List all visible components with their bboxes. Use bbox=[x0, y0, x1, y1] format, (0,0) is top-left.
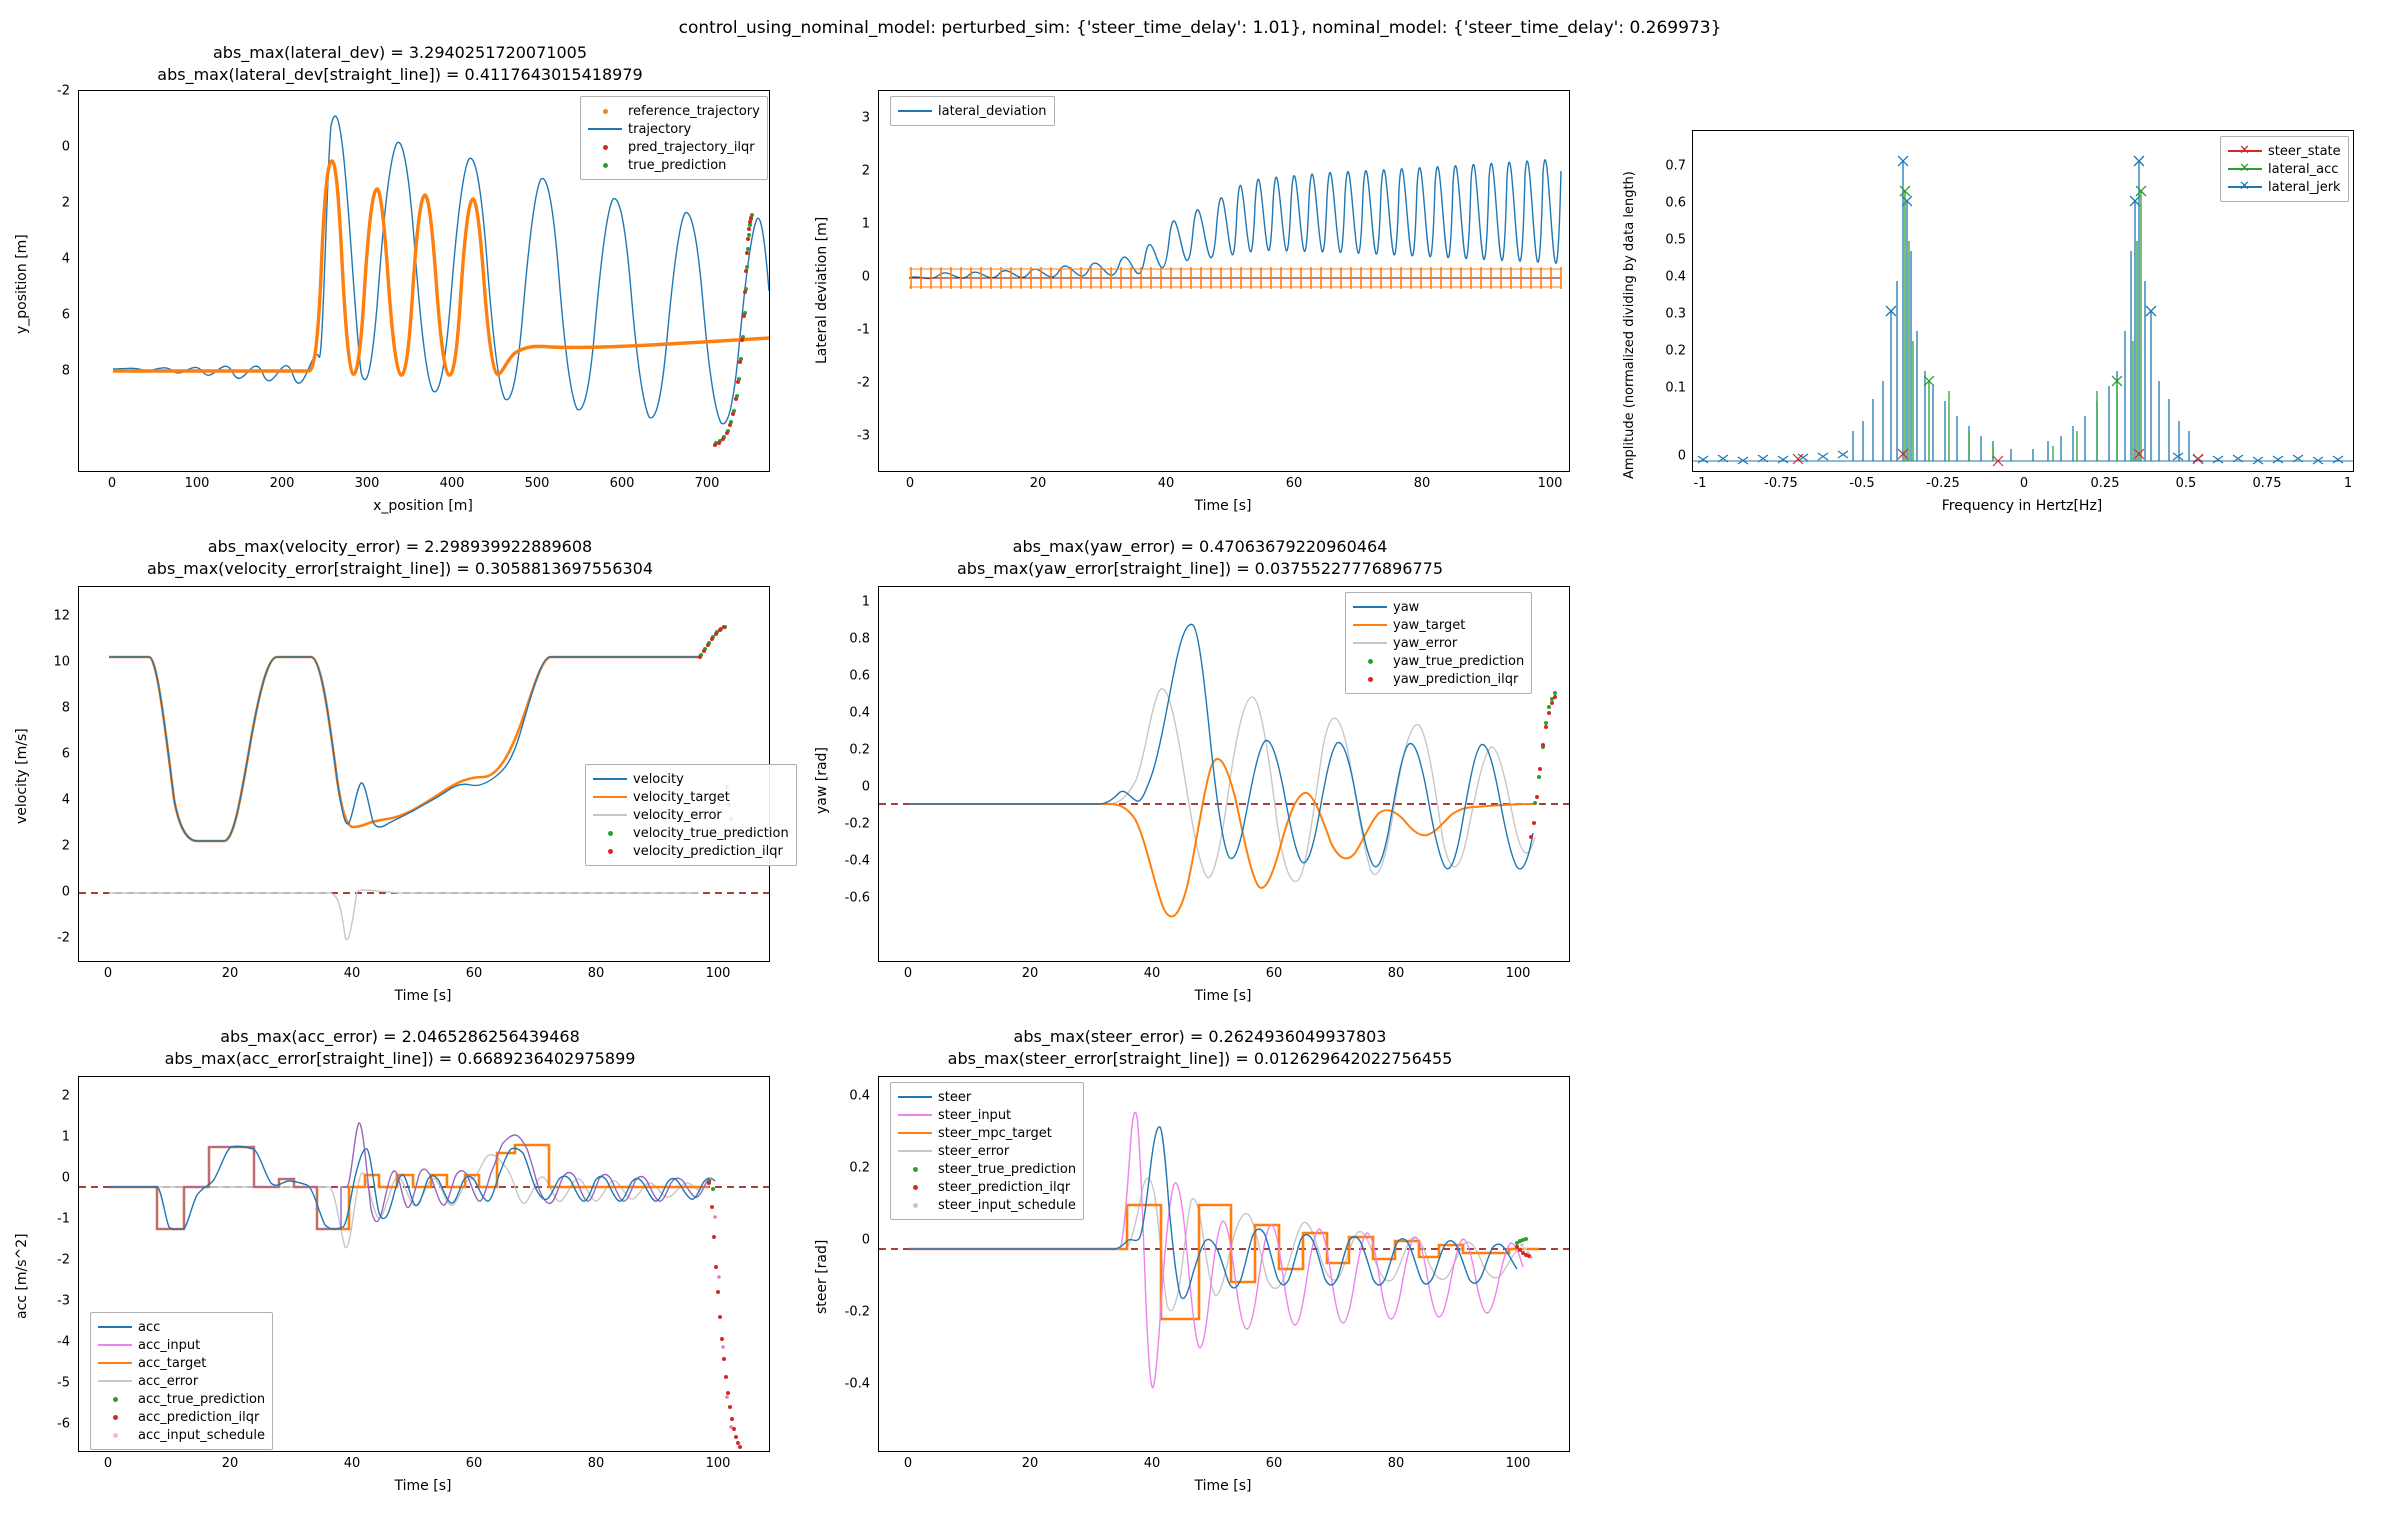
legend-label: acc_error bbox=[138, 1373, 199, 1389]
xtick: 0 bbox=[103, 966, 113, 981]
lateral-jerk-swatch-icon: ✕ bbox=[2228, 181, 2262, 193]
xtick: 80 bbox=[587, 1456, 605, 1471]
acc-error-swatch-icon bbox=[98, 1375, 132, 1387]
velocity-swatch-icon bbox=[593, 773, 627, 785]
ytick: 2 bbox=[61, 195, 70, 211]
velocity-prediction-ilqr-swatch-icon bbox=[593, 845, 627, 857]
legend-item bbox=[898, 1178, 1076, 1196]
legend-item bbox=[98, 1318, 265, 1336]
legend-item bbox=[98, 1408, 265, 1426]
acc-input-swatch-icon bbox=[98, 1339, 132, 1351]
panel-frequency-xlabel: Frequency in Hertz[Hz] bbox=[1941, 498, 2103, 514]
xtick: 0.25 bbox=[2090, 476, 2120, 491]
legend-item bbox=[1353, 652, 1524, 670]
acc-true-prediction-swatch-icon bbox=[98, 1393, 132, 1405]
steer-input-schedule-swatch-icon bbox=[898, 1199, 932, 1211]
ytick: 12 bbox=[53, 608, 70, 624]
ytick: -1 bbox=[57, 1211, 70, 1227]
ytick: 1 bbox=[861, 594, 870, 610]
legend-item bbox=[2228, 142, 2341, 160]
legend-label: yaw_true_prediction bbox=[1393, 653, 1525, 669]
ytick: 0.1 bbox=[1665, 380, 1686, 396]
ytick: -1 bbox=[857, 322, 870, 338]
xtick: 0.75 bbox=[2252, 476, 2282, 491]
legend-label: trajectory bbox=[628, 121, 692, 137]
legend-label: lateral_jerk bbox=[2268, 179, 2341, 195]
xtick: 0 bbox=[103, 1456, 113, 1471]
legend-item bbox=[593, 770, 789, 788]
ytick: -0.4 bbox=[844, 853, 870, 869]
panel-acc-title-line2: abs_max(acc_error[straight_line]) = 0.6689236402975899 bbox=[164, 1049, 636, 1068]
ytick: 2 bbox=[61, 1088, 70, 1104]
panel-lateral-deviation-legend[interactable] bbox=[890, 96, 1055, 126]
legend-item bbox=[898, 1124, 1076, 1142]
steer-input-swatch-icon bbox=[898, 1109, 932, 1121]
legend-label: acc bbox=[138, 1319, 161, 1335]
legend-item bbox=[898, 1196, 1076, 1214]
ytick: 2 bbox=[61, 838, 70, 854]
panel-steer-xlabel: Time [s] bbox=[1194, 1478, 1252, 1494]
xtick: 60 bbox=[465, 1456, 483, 1471]
xtick: 40 bbox=[1143, 1456, 1161, 1471]
legend-item bbox=[593, 824, 789, 842]
ytick: 0.2 bbox=[1665, 343, 1686, 359]
legend-item bbox=[2228, 178, 2341, 196]
legend-label: yaw_prediction_ilqr bbox=[1393, 671, 1519, 687]
xtick: 200 bbox=[269, 476, 295, 491]
legend-item bbox=[98, 1336, 265, 1354]
legend-label: steer_true_prediction bbox=[938, 1161, 1077, 1177]
ytick: 0.5 bbox=[1665, 232, 1686, 248]
legend-label: lateral_deviation bbox=[938, 103, 1047, 119]
legend-item bbox=[593, 788, 789, 806]
panel-trajectory bbox=[0, 44, 800, 534]
xtick: 400 bbox=[439, 476, 465, 491]
panel-acc-xlabel: Time [s] bbox=[394, 1478, 452, 1494]
ytick: -2 bbox=[57, 1252, 70, 1268]
xtick: 20 bbox=[1029, 476, 1047, 491]
xtick: 700 bbox=[694, 476, 720, 491]
ytick: 0 bbox=[61, 139, 70, 155]
panel-velocity-xlabel: Time [s] bbox=[394, 988, 452, 1004]
acc-target-swatch-icon bbox=[98, 1357, 132, 1369]
ytick: 10 bbox=[53, 654, 70, 670]
legend-item bbox=[898, 1142, 1076, 1160]
xtick: 1 bbox=[2343, 476, 2353, 491]
legend-label: steer_state bbox=[2268, 143, 2341, 159]
xtick: 0 bbox=[107, 476, 117, 491]
ytick: 8 bbox=[61, 363, 70, 379]
panel-lateral-deviation-ylabel: Lateral deviation [m] bbox=[814, 216, 830, 364]
ytick: 0 bbox=[861, 269, 870, 285]
xtick: 80 bbox=[1387, 1456, 1405, 1471]
ytick: 0.2 bbox=[849, 1160, 870, 1176]
ytick: 4 bbox=[61, 251, 70, 267]
panel-trajectory-ylabel: y_position [m] bbox=[14, 234, 30, 334]
panel-acc bbox=[0, 1024, 800, 1514]
legend-label: steer_error bbox=[938, 1143, 1010, 1159]
velocity-target-swatch-icon bbox=[593, 791, 627, 803]
trajectory-swatch-icon bbox=[588, 123, 622, 135]
panel-yaw-xlabel: Time [s] bbox=[1194, 988, 1252, 1004]
legend-label: yaw_error bbox=[1393, 635, 1458, 651]
legend-label: steer_input_schedule bbox=[938, 1197, 1076, 1213]
ytick: 1 bbox=[861, 216, 870, 232]
legend-item bbox=[1353, 616, 1524, 634]
legend-label: steer bbox=[938, 1089, 972, 1105]
ytick: 0.2 bbox=[849, 742, 870, 758]
ytick: -2 bbox=[857, 375, 870, 391]
legend-item bbox=[98, 1354, 265, 1372]
yaw-true-prediction-swatch-icon bbox=[1353, 655, 1387, 667]
legend-item bbox=[1353, 634, 1524, 652]
panel-acc-legend[interactable] bbox=[90, 1312, 273, 1450]
xtick: -1 bbox=[1693, 476, 1707, 491]
panel-trajectory-legend[interactable] bbox=[580, 96, 768, 180]
xtick: 60 bbox=[1265, 966, 1283, 981]
xtick: 0 bbox=[2019, 476, 2029, 491]
legend-label: steer_prediction_ilqr bbox=[938, 1179, 1071, 1195]
velocity-error-swatch-icon bbox=[593, 809, 627, 821]
acc-input-schedule-swatch-icon bbox=[98, 1429, 132, 1441]
ytick: -2 bbox=[57, 930, 70, 946]
xtick: 100 bbox=[705, 1456, 731, 1471]
ytick: 3 bbox=[861, 110, 870, 126]
panel-yaw-ylabel: yaw [rad] bbox=[814, 747, 830, 814]
xtick: 500 bbox=[524, 476, 550, 491]
panel-lateral-deviation-xlabel: Time [s] bbox=[1194, 498, 1252, 514]
xtick: 20 bbox=[1021, 966, 1039, 981]
subplot-grid bbox=[0, 44, 2400, 1500]
ytick: -2 bbox=[57, 83, 70, 99]
ytick: 0.4 bbox=[1665, 269, 1686, 285]
ytick: -0.2 bbox=[844, 816, 870, 832]
steer-true-prediction-swatch-icon bbox=[898, 1163, 932, 1175]
legend-item bbox=[98, 1426, 265, 1444]
panel-trajectory-title-line2: abs_max(lateral_dev[straight_line]) = 0.4117643015418979 bbox=[157, 65, 643, 84]
ytick: 0 bbox=[61, 884, 70, 900]
legend-item bbox=[2228, 160, 2341, 178]
ytick: -6 bbox=[57, 1416, 70, 1432]
xtick: 80 bbox=[1387, 966, 1405, 981]
xtick: 0 bbox=[903, 1456, 913, 1471]
legend-item bbox=[588, 120, 760, 138]
ytick: -0.2 bbox=[844, 1304, 870, 1320]
panel-steer bbox=[800, 1024, 1600, 1514]
lateral-deviation-swatch-icon bbox=[898, 105, 932, 117]
ytick: 6 bbox=[61, 746, 70, 762]
panel-acc-ylabel: acc [m/s^2] bbox=[14, 1233, 30, 1319]
panel-velocity-title-line2: abs_max(velocity_error[straight_line]) = 0.3058813697556304 bbox=[147, 559, 653, 578]
xtick: -0.25 bbox=[1926, 476, 1960, 491]
yaw-prediction-ilqr-swatch-icon bbox=[1353, 673, 1387, 685]
xtick: 40 bbox=[343, 1456, 361, 1471]
panel-lateral-deviation-axes bbox=[878, 90, 1570, 472]
acc-swatch-icon bbox=[98, 1321, 132, 1333]
ytick: 0.6 bbox=[849, 668, 870, 684]
panel-velocity-ylabel: velocity [m/s] bbox=[14, 728, 30, 824]
xtick: 40 bbox=[343, 966, 361, 981]
ytick: 1 bbox=[61, 1129, 70, 1145]
ytick: 0.6 bbox=[1665, 195, 1686, 211]
legend-label: true_prediction bbox=[628, 157, 727, 173]
xtick: 100 bbox=[705, 966, 731, 981]
xtick: 100 bbox=[1505, 1456, 1531, 1471]
panel-yaw-legend[interactable] bbox=[1345, 592, 1532, 694]
steer-prediction-ilqr-swatch-icon bbox=[898, 1181, 932, 1193]
lateral-acc-swatch-icon: ✕ bbox=[2228, 163, 2262, 175]
xtick: 600 bbox=[609, 476, 635, 491]
reference-trajectory-swatch-icon bbox=[588, 105, 622, 117]
panel-steer-legend[interactable] bbox=[890, 1082, 1084, 1220]
steer-error-swatch-icon bbox=[898, 1145, 932, 1157]
steer-mpc-target-swatch-icon bbox=[898, 1127, 932, 1139]
ytick: -0.6 bbox=[844, 890, 870, 906]
legend-label: velocity_true_prediction bbox=[633, 825, 789, 841]
legend-label: pred_trajectory_ilqr bbox=[628, 139, 755, 155]
legend-label: acc_true_prediction bbox=[138, 1391, 266, 1407]
true-prediction-swatch-icon bbox=[588, 159, 622, 171]
figure-suptitle: control_using_nominal_model: perturbed_sim: {'steer_time_delay': 1.01}, nominal_model: {'steer_time_delay': 0.269973} bbox=[678, 18, 1722, 38]
xtick: 40 bbox=[1143, 966, 1161, 981]
legend-item bbox=[898, 1106, 1076, 1124]
xtick: 20 bbox=[1021, 1456, 1039, 1471]
panel-frequency bbox=[1600, 44, 2400, 534]
panel-steer-ylabel: steer [rad] bbox=[814, 1239, 830, 1314]
ytick: 0.8 bbox=[849, 631, 870, 647]
xtick: 60 bbox=[465, 966, 483, 981]
xtick: 20 bbox=[221, 1456, 239, 1471]
ytick: 0.4 bbox=[849, 1088, 870, 1104]
legend-label: acc_prediction_ilqr bbox=[138, 1409, 260, 1425]
legend-item bbox=[588, 138, 760, 156]
ytick: 0.7 bbox=[1665, 158, 1686, 174]
xtick: 20 bbox=[221, 966, 239, 981]
xtick: 40 bbox=[1157, 476, 1175, 491]
ytick: 0 bbox=[61, 1170, 70, 1186]
xtick: 0 bbox=[905, 476, 915, 491]
ytick: 6 bbox=[61, 307, 70, 323]
legend-label: steer_mpc_target bbox=[938, 1125, 1052, 1141]
ytick: -5 bbox=[57, 1375, 70, 1391]
legend-label: velocity_prediction_ilqr bbox=[633, 843, 783, 859]
xtick: 100 bbox=[1505, 966, 1531, 981]
legend-label: acc_input_schedule bbox=[138, 1427, 265, 1443]
ytick: 2 bbox=[861, 163, 870, 179]
xtick: 60 bbox=[1265, 1456, 1283, 1471]
yaw-target-swatch-icon bbox=[1353, 619, 1387, 631]
velocity-true-prediction-swatch-icon bbox=[593, 827, 627, 839]
acc-prediction-ilqr-swatch-icon bbox=[98, 1411, 132, 1423]
legend-label: acc_target bbox=[138, 1355, 207, 1371]
ytick: -3 bbox=[57, 1293, 70, 1309]
xtick: 0 bbox=[903, 966, 913, 981]
panel-velocity bbox=[0, 534, 800, 1024]
ytick: 4 bbox=[61, 792, 70, 808]
panel-yaw bbox=[800, 534, 1600, 1024]
xtick: 80 bbox=[587, 966, 605, 981]
panel-steer-title-line2: abs_max(steer_error[straight_line]) = 0.012629642022756455 bbox=[947, 1049, 1453, 1068]
ytick: 0 bbox=[861, 1232, 870, 1248]
panel-velocity-legend[interactable] bbox=[585, 764, 797, 866]
legend-item bbox=[1353, 598, 1524, 616]
ytick: 0 bbox=[861, 779, 870, 795]
legend-label: steer_input bbox=[938, 1107, 1012, 1123]
ytick: 0 bbox=[1677, 448, 1686, 464]
ytick: -3 bbox=[857, 428, 870, 444]
legend-label: lateral_acc bbox=[2268, 161, 2339, 177]
legend-item bbox=[593, 806, 789, 824]
legend-label: yaw bbox=[1393, 599, 1420, 615]
legend-item bbox=[593, 842, 789, 860]
legend-item bbox=[898, 102, 1047, 120]
xtick: 80 bbox=[1413, 476, 1431, 491]
panel-acc-title-line1: abs_max(acc_error) = 2.0465286256439468 bbox=[220, 1027, 580, 1046]
xtick: 60 bbox=[1285, 476, 1303, 491]
legend-item bbox=[1353, 670, 1524, 688]
legend-item bbox=[898, 1160, 1076, 1178]
panel-velocity-title-line1: abs_max(velocity_error) = 2.298939922889608 bbox=[207, 537, 593, 556]
ytick: -0.4 bbox=[844, 1376, 870, 1392]
legend-label: velocity_target bbox=[633, 789, 730, 805]
ytick: 8 bbox=[61, 700, 70, 716]
yaw-swatch-icon bbox=[1353, 601, 1387, 613]
yaw-error-swatch-icon bbox=[1353, 637, 1387, 649]
panel-lateral-deviation bbox=[800, 44, 1600, 534]
legend-label: yaw_target bbox=[1393, 617, 1466, 633]
legend-item bbox=[898, 1088, 1076, 1106]
xtick: 0.5 bbox=[2175, 476, 2197, 491]
legend-item bbox=[588, 102, 760, 120]
panel-trajectory-title-line1: abs_max(lateral_dev) = 3.2940251720071005 bbox=[212, 43, 588, 62]
panel-steer-title-line1: abs_max(steer_error) = 0.2624936049937803 bbox=[1013, 1027, 1387, 1046]
legend-item bbox=[588, 156, 760, 174]
xtick: 300 bbox=[354, 476, 380, 491]
panel-yaw-title-line1: abs_max(yaw_error) = 0.47063679220960464 bbox=[1012, 537, 1388, 556]
legend-label: reference_trajectory bbox=[628, 103, 760, 119]
panel-frequency-ylabel: Amplitude (normalized dividing by data length) bbox=[1622, 171, 1637, 479]
legend-label: velocity_error bbox=[633, 807, 722, 823]
legend-label: acc_input bbox=[138, 1337, 201, 1353]
legend-item bbox=[98, 1390, 265, 1408]
legend-item bbox=[98, 1372, 265, 1390]
ytick: 0.4 bbox=[849, 705, 870, 721]
xtick: 100 bbox=[1537, 476, 1563, 491]
pred-trajectory-ilqr-swatch-icon bbox=[588, 141, 622, 153]
panel-trajectory-xlabel: x_position [m] bbox=[373, 498, 473, 514]
legend-label: velocity bbox=[633, 771, 684, 787]
panel-lateral-deviation-plot bbox=[879, 91, 1569, 471]
steer-swatch-icon bbox=[898, 1091, 932, 1103]
panel-frequency-legend[interactable] bbox=[2220, 136, 2349, 202]
ytick: 0.3 bbox=[1665, 306, 1686, 322]
xtick: -0.5 bbox=[1849, 476, 1875, 491]
xtick: 100 bbox=[184, 476, 210, 491]
panel-yaw-title-line2: abs_max(yaw_error[straight_line]) = 0.03755227776896775 bbox=[957, 559, 1443, 578]
ytick: -4 bbox=[57, 1334, 70, 1350]
xtick: -0.75 bbox=[1764, 476, 1798, 491]
steer-state-swatch-icon: ✕ bbox=[2228, 145, 2262, 157]
